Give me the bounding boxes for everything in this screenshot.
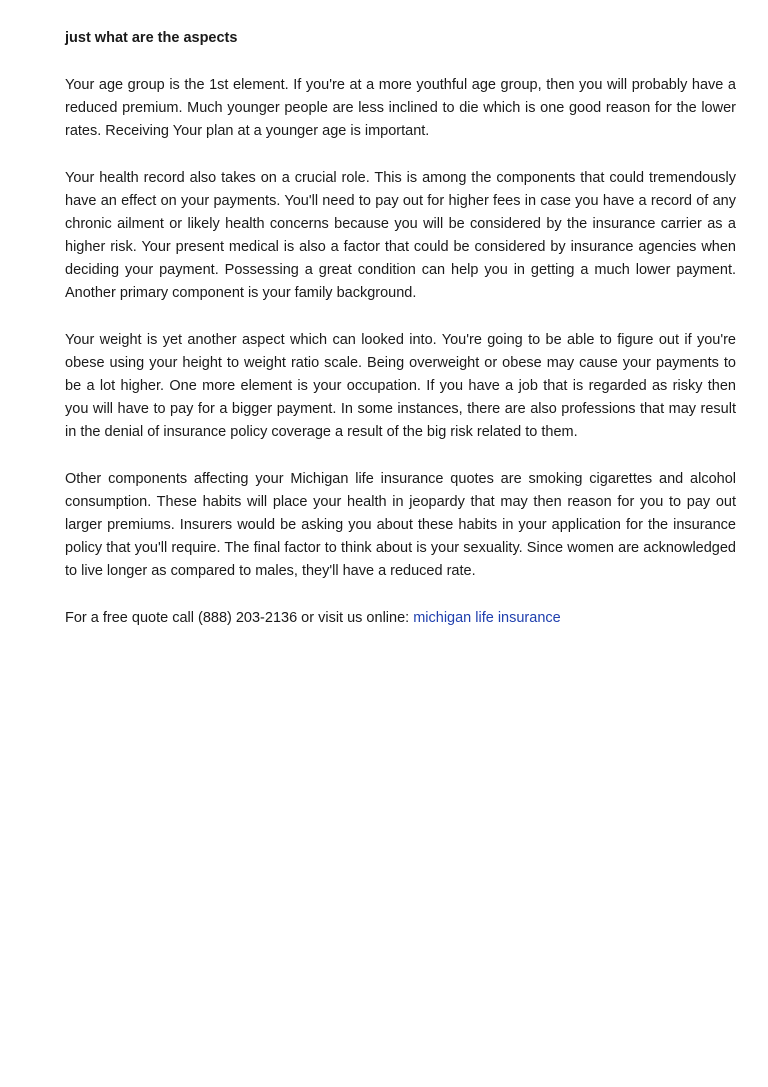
document-heading: just what are the aspects: [65, 30, 238, 46]
paragraph-habits: Other components affecting your Michigan life insurance quotes are smoking cigarettes and alcohol consumption. These habits will place your health in jeopardy that may then reason for you to pay out larger premiums. Insurers would be asking you about these habits in your application for the insurance policy that you'll require. The final factor to think about is your sexuality. Since women are acknowledged to live longer as compared to males, they'll have a reduced rate.: [65, 471, 736, 579]
document-page: [65, 27, 736, 654]
paragraph-age: Your age group is the 1st element. If you're at a more youthful age group, then you will probably have a reduced premium. Much younger people are less inclined to die which is one good reason for the lower rates. Receiving Your plan at a younger age is important.: [65, 77, 736, 139]
closing-paragraph: [65, 607, 736, 630]
michigan-life-insurance-link[interactable]: michigan life insurance: [413, 610, 561, 626]
paragraph-weight: Your weight is yet another aspect which can looked into. You're going to be able to figure out if you're obese using your height to weight ratio scale. Being overweight or obese may cause your payments to be a lot higher. One more element is your occupation. If you have a job that is regarded as risky then you will have to pay for a bigger payment. In some instances, there are also professions that may result in the denial of insurance policy coverage a result of the big risk related to them.: [65, 332, 736, 440]
closing-text: For a free quote call (888) 203-2136 or visit us online:: [65, 610, 414, 626]
paragraph-health: Your health record also takes on a crucial role. This is among the components that could tremendously have an effect on your payments. You'll need to pay out for higher fees in case you have a record of any chronic ailment or likely health concerns because you will be considered by the insurance carrier as a higher risk. Your present medical is also a factor that could be considered by insurance agencies when deciding your payment. Possessing a great condition can help you in getting a much lower payment. Another primary component is your family background.: [65, 170, 736, 301]
